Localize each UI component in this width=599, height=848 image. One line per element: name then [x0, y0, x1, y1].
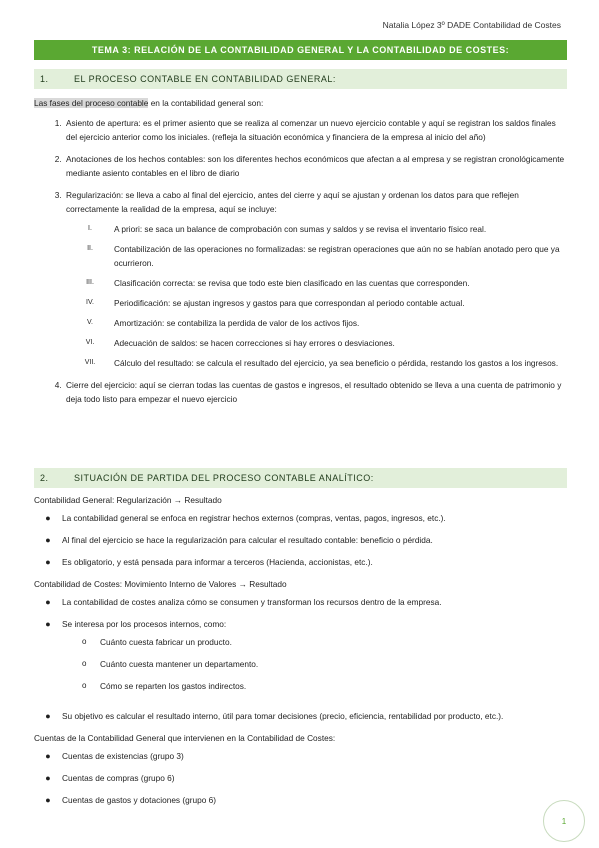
section-1-number: 1.	[40, 74, 49, 84]
section-1-heading	[34, 69, 567, 89]
phase-list	[34, 116, 567, 406]
bullet-icon: ●	[45, 513, 51, 523]
list-item: ● Al final del ejercicio se hace la regularización para calcular el resultado contable: beneficio o pérdida.	[34, 533, 567, 547]
substep-item: III. Clasificación correcta: se revisa que todo este bien clasificado en las cuentas que corresponden.	[86, 278, 470, 288]
circle-bullet-icon: o	[82, 637, 87, 646]
substep-item: V. Amortización: se contabiliza la perdida de valor de los activos fijos.	[87, 318, 360, 328]
list-item: ● Cuentas de gastos y dotaciones (grupo 6)	[34, 793, 567, 807]
list-item: ● La contabilidad de costes analiza cómo se consumen y transforman los recursos dentro de la empresa.	[34, 595, 567, 609]
list-item: ● Cuentas de existencias (grupo 3)	[34, 749, 567, 763]
bullet-icon: ●	[45, 535, 51, 545]
substep-item: II. Contabilización de las operaciones no formalizadas: se registran operaciones que aún no se habían anotado pero que ya ocurrieron.	[87, 244, 560, 268]
circle-bullet-icon: o	[82, 681, 87, 690]
substep-item: IV. Periodificación: se ajustan ingresos y gastos para que correspondan al periodo contable actual.	[86, 298, 465, 308]
bullet-icon: ●	[45, 773, 51, 783]
bullet-icon: ●	[45, 597, 51, 607]
bullet-icon: ●	[45, 619, 51, 629]
bullet-icon: ●	[45, 795, 51, 805]
bullet-icon: ●	[45, 751, 51, 761]
list-item: ● Cuentas de compras (grupo 6)	[34, 771, 567, 785]
cc-label: Contabilidad de Costes: Movimiento Interno de Valores → Resultado	[34, 579, 287, 589]
section-2-content	[34, 493, 567, 815]
section-2-title: SITUACIÓN DE PARTIDA DEL PROCESO CONTABLE ANALÍTICO:	[74, 473, 374, 483]
section-1-content	[34, 96, 567, 414]
list-item: ● La contabilidad general se enfoca en registrar hechos externos (compras, ventas, pagos, ingresos, etc.).	[34, 511, 567, 525]
bullet-icon: ●	[45, 557, 51, 567]
sub-list-item: o Cuánto cuesta mantener un departamento.	[82, 659, 259, 669]
phase-item: 2. Anotaciones de los hechos contables: son los diferentes hechos económicos que afectan a al empresa y se registran cronológicamente mediante asiento contables en el libro de diario	[64, 152, 567, 180]
cg-label: Contabilidad General: Regularización → Resultado	[34, 495, 222, 505]
cuentas-label: Cuentas de la Contabilidad General que intervienen en la Contabilidad de Costes:	[34, 733, 336, 743]
circle-bullet-icon: o	[82, 659, 87, 668]
chapter-title: TEMA 3: RELACIÓN DE LA CONTABILIDAD GENERAL Y LA CONTABILIDAD DE COSTES:	[34, 40, 567, 60]
list-item: ● Se interesa por los procesos internos, como: o Cuánto cuesta fabricar un producto. o Cuánto cuesta mantener un departamento. o Cómo se reparten los gastos indirectos.	[34, 617, 567, 701]
cc-bullet-list	[34, 595, 567, 723]
sub-list-item: o Cuánto cuesta fabricar un producto.	[82, 637, 232, 647]
phase-item: 1. Asiento de apertura: es el primer asiento que se realiza al comenzar un nuevo ejercicio contable y aquí se registran los saldos finales del ejercicio anterior como los iniciales. (refleja la situación económica y financiera de la empresa al inicio del año)	[64, 116, 567, 144]
substep-item: I. A priori: se saca un balance de comprobación con sumas y saldos y se revisa el inventario físico real.	[88, 224, 487, 234]
substep-item: VII. Cálculo del resultado: se calcula el resultado del ejercicio, ya sea beneficio o pérdida, restando los gastos a los ingresos.	[84, 358, 559, 368]
cc-sub-list	[34, 635, 567, 701]
bullet-icon: ●	[45, 711, 51, 721]
intro-paragraph: Las fases del proceso contable en la contabilidad general son:	[34, 98, 264, 108]
section-2-number: 2.	[40, 473, 49, 483]
phase-item: 3. Regularización: se lleva a cabo al final del ejercicio, antes del cierre y aquí se ajustan y ordenan los datos para que reflejen correctamente la realidad de la empresa, aquí se incluye: I. A priori: se saca un balance de comprobación con sumas y saldos y se revisa el inventario físico real. II. Contabilización de las operaciones no formalizadas: se registran operaciones que aún no se habían anotado pero que ya ocurrieron. III. Clasificación correcta: se revisa que todo este bien clasificado en las cuentas que corresponden. IV. Periodificación: se ajustan ingresos y gastos para que correspondan al periodo contable actual. V. Amortización: se contabiliza la perdida de valor de los activos fijos. VI. Adecuación de saldos: se hacen correcciones si hay errores o desviaciones. VII. Cálculo del resultado: se calcula el resultado del ejercicio, ya sea beneficio o pérdida, restando los gastos a los ingresos.	[64, 188, 567, 370]
cg-bullet-list	[34, 511, 567, 569]
sub-list-item: o Cómo se reparten los gastos indirectos.	[82, 681, 247, 691]
list-item: ● Es obligatorio, y está pensada para informar a terceros (Hacienda, accionistas, etc.).	[34, 555, 567, 569]
section-2-heading	[34, 468, 567, 488]
regularization-substeps	[66, 222, 567, 370]
page-header: Natalia López 3º DADE Contabilidad de Costes	[382, 20, 561, 30]
section-1-title: EL PROCESO CONTABLE EN CONTABILIDAD GENERAL:	[74, 74, 336, 84]
list-item: ● Su objetivo es calcular el resultado interno, útil para tomar decisiones (precio, eficiencia, rentabilidad por producto, etc.).	[34, 709, 567, 723]
highlighted-text: Las fases del proceso contable	[34, 98, 149, 108]
phase-item: 4. Cierre del ejercicio: aquí se cierran todas las cuentas de gastos e ingresos, el resultado obtenido se lleva a una cuenta de patrimonio y deja todo listo para empezar el nuevo ejercicio	[64, 378, 567, 406]
substep-item: VI. Adecuación de saldos: se hacen correcciones si hay errores o desviaciones.	[85, 338, 395, 348]
page-number: 1	[543, 800, 585, 842]
cuentas-list	[34, 749, 567, 807]
